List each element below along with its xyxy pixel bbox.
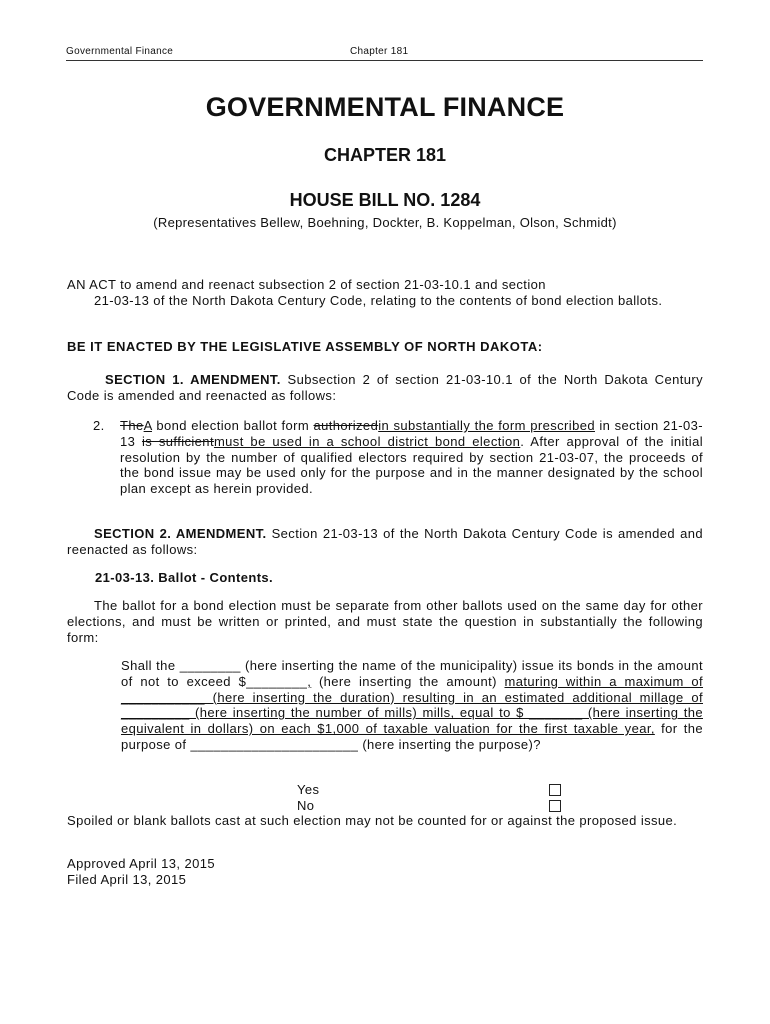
body-text: bond election ballot form [151, 418, 314, 433]
approval-dates [67, 856, 215, 888]
bill-number: HOUSE BILL NO. 1284 [289, 190, 481, 210]
body-text: in section 21-03-13 [120, 418, 703, 449]
header-center: Chapter 181 [350, 46, 409, 57]
section-2 [67, 526, 703, 558]
inserted-text: in substantially the form prescribed [378, 418, 595, 433]
ballot-paragraph: The ballot for a bond election must be separate from other ballots used on the same day for other elections, and must be written or printed, and must state the question in substantially the following form: [67, 598, 703, 645]
form-text: Shall the ________ (here inserting the name of the municipality) issue its bonds in the amount of not to exceed $________ [121, 658, 703, 689]
inserted-text: maturing within a maximum of ___________ (here inserting the duration) resulting in an estimated additional millage of _________ (here inserting the number of mills) mills, equal to $ _______ (here inserting the equivalent in dollars) on each $1,000 of taxable valuation for the first taxable year, [121, 673, 704, 737]
document-title: GOVERNMENTAL FINANCE [205, 92, 565, 122]
subsection-number: 2. [93, 418, 105, 433]
subsection-body [120, 418, 703, 497]
struck-text: authorized [313, 418, 379, 433]
form-text: for the purpose of ______________________ (here inserting the purpose)? [121, 721, 703, 752]
vote-no-label: No [297, 797, 315, 813]
checkbox-icon[interactable] [549, 800, 561, 812]
section-1 [67, 372, 703, 404]
inserted-text: must be used in a school district bond election [213, 433, 521, 449]
ballot-form-text [121, 658, 703, 753]
running-header [66, 46, 703, 61]
vote-yes-label: Yes [297, 782, 320, 797]
chapter-heading: CHAPTER 181 [323, 145, 447, 165]
struck-text: The [120, 418, 144, 433]
struck-text: is sufficient [141, 433, 214, 449]
section-2-label: SECTION 2. AMENDMENT. [94, 526, 267, 541]
section-1-label: SECTION 1. AMENDMENT. [105, 372, 281, 387]
enacting-clause: BE IT ENACTED BY THE LEGISLATIVE ASSEMBLY OF NORTH DAKOTA: [67, 339, 543, 354]
approved-date: Approved April 13, 2015 [67, 856, 215, 871]
section-heading: 21-03-13. Ballot - Contents. [95, 570, 274, 585]
vote-yes-row [297, 782, 567, 798]
act-title [67, 277, 703, 309]
act-first-line: AN ACT to amend and reenact subsection 2 of section 21-03-10.1 and section [67, 277, 546, 292]
body-text: . After approval of the initial resolution by the number of qualified electors required by section 21-03-07, the proceeds of the bond issue may be used only for the purpose and in the manner designated by the school plan except as herein provided. [120, 433, 703, 497]
act-rest: 21-03-13 of the North Dakota Century Code, relating to the contents of bond election ballots. [94, 292, 663, 308]
section-1-text: Subsection 2 of section 21-03-10.1 of the North Dakota Century Code is amended and reenacted as follows: [67, 372, 703, 403]
filed-date: Filed April 13, 2015 [67, 871, 187, 887]
subsection-2 [93, 418, 703, 497]
spoiled-ballots-paragraph: Spoiled or blank ballots cast at such election may not be counted for or against the proposed issue. [67, 813, 678, 828]
form-text: (here inserting the amount) [311, 673, 505, 689]
checkbox-icon[interactable] [549, 784, 561, 796]
section-2-text: Section 21-03-13 of the North Dakota Century Code is amended and reenacted as follows: [67, 526, 703, 557]
header-left: Governmental Finance [66, 46, 174, 57]
inserted-text: , [307, 673, 312, 689]
vote-options [297, 782, 567, 814]
inserted-text: A [143, 418, 152, 433]
sponsors: (Representatives Bellew, Boehning, Dockter, B. Koppelman, Olson, Schmidt) [153, 215, 617, 230]
vote-no-row [297, 798, 567, 814]
